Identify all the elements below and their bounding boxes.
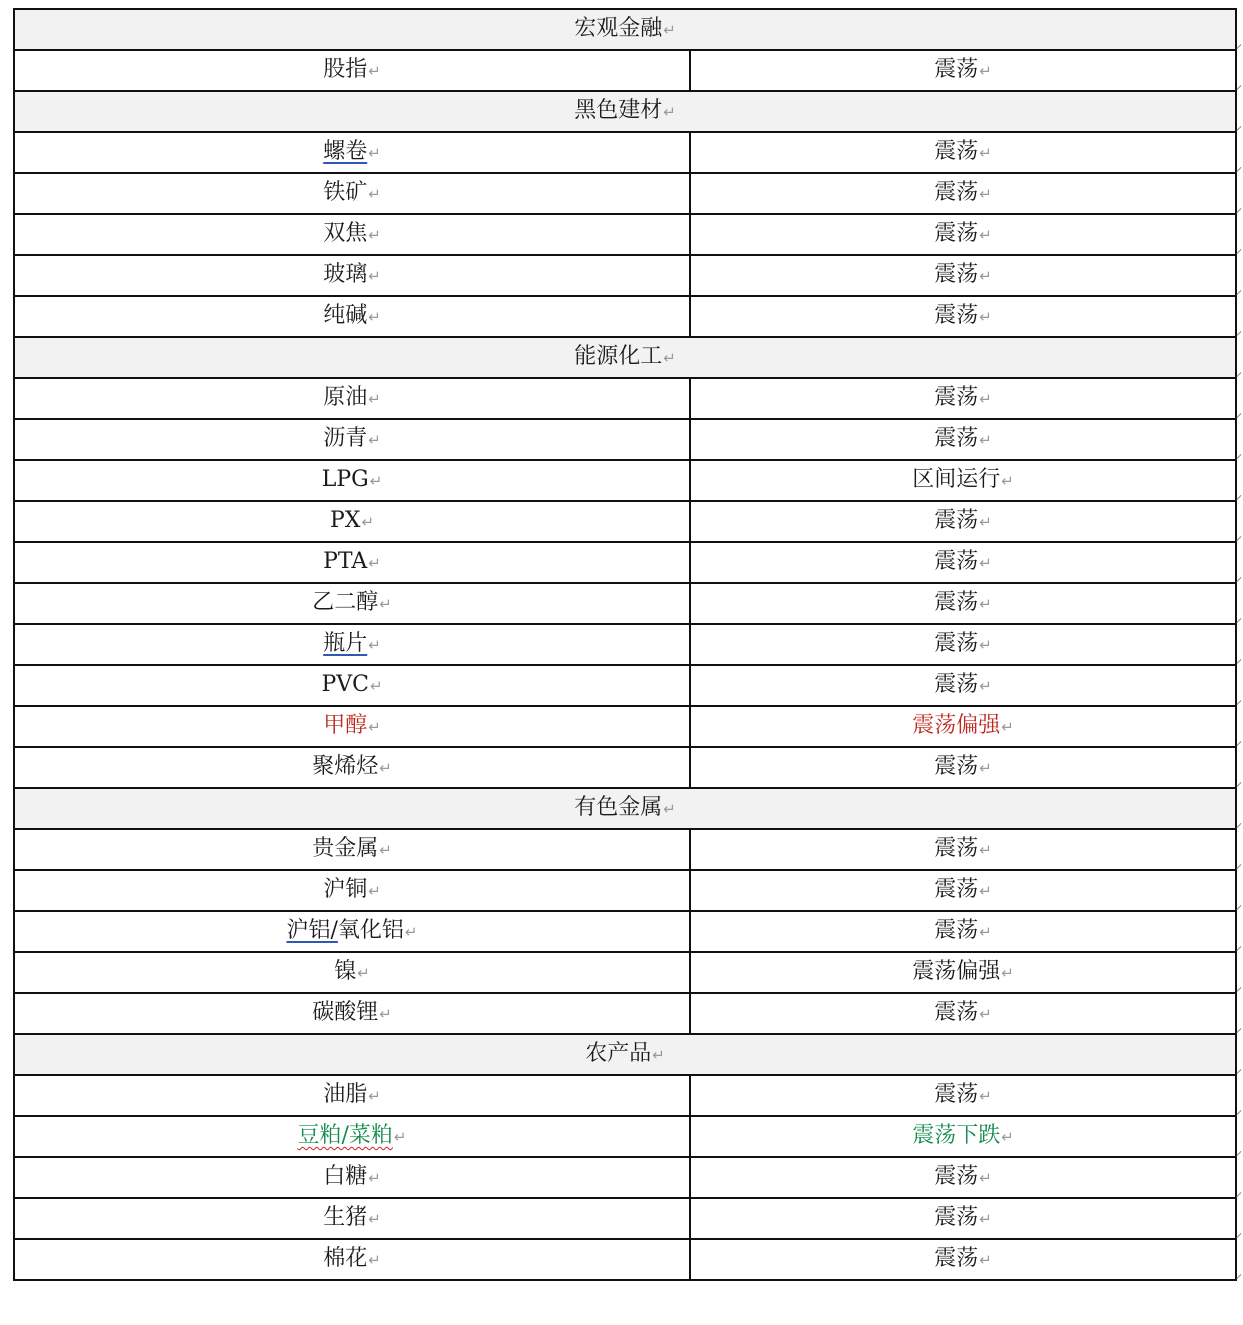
paragraph-mark-icon: ↵ xyxy=(979,841,992,859)
section-header-row xyxy=(14,91,1236,132)
outlook-status: 震荡 xyxy=(934,1082,979,1107)
commodity-cell xyxy=(14,829,690,870)
outlook-cell xyxy=(690,952,1236,993)
paragraph-mark-icon: ↵ xyxy=(1001,964,1014,982)
outlook-status: 震荡 xyxy=(934,590,979,615)
outlook-cell xyxy=(690,665,1236,706)
paragraph-mark-icon: ↵ xyxy=(1001,718,1014,736)
commodity-name: 铁矿 xyxy=(323,180,368,205)
paragraph-mark-icon: ↵ xyxy=(368,1169,381,1187)
section-header-row xyxy=(14,9,1236,50)
paragraph-mark-icon: ↵ xyxy=(979,595,992,613)
commodity-name: 聚烯烃 xyxy=(312,754,379,779)
paragraph-mark-icon: ↵ xyxy=(979,923,992,941)
paragraph-mark-icon: ↵ xyxy=(1001,472,1014,490)
section-title-cell xyxy=(14,91,1236,132)
outlook-status: 震荡 xyxy=(934,508,979,533)
table-row xyxy=(14,665,1236,706)
outlook-cell xyxy=(690,829,1236,870)
outlook-status: 震荡偏强 xyxy=(912,713,1001,738)
paragraph-mark-icon: ↵ xyxy=(404,923,418,941)
table-row xyxy=(14,173,1236,214)
commodity-cell xyxy=(14,419,690,460)
table-row xyxy=(14,542,1236,583)
outlook-cell xyxy=(690,255,1236,296)
paragraph-mark-icon: ↵ xyxy=(979,185,992,203)
table-row xyxy=(14,1157,1236,1198)
paragraph-mark-icon: ↵ xyxy=(368,718,381,736)
table-row xyxy=(14,870,1236,911)
commodity-name: 白糖 xyxy=(323,1164,368,1189)
commodity-cell xyxy=(14,665,690,706)
outlook-cell xyxy=(690,1075,1236,1116)
paragraph-mark-icon: ↵ xyxy=(379,595,392,613)
commodity-name: LPG xyxy=(321,467,369,492)
table-row xyxy=(14,214,1236,255)
table-row xyxy=(14,419,1236,460)
commodity-name: 双焦 xyxy=(323,221,368,246)
outlook-status: 震荡 xyxy=(934,1246,979,1271)
outlook-cell xyxy=(690,1198,1236,1239)
paragraph-mark-icon: ↵ xyxy=(368,226,381,244)
paragraph-mark-icon: ↵ xyxy=(979,1169,992,1187)
commodity-name: 沥青 xyxy=(323,426,368,451)
outlook-cell xyxy=(690,993,1236,1034)
table-row xyxy=(14,1239,1236,1280)
outlook-status: 震荡 xyxy=(934,836,979,861)
commodity-cell xyxy=(14,1116,690,1157)
paragraph-mark-icon: ↵ xyxy=(979,144,992,162)
paragraph-mark-icon: ↵ xyxy=(1001,1128,1014,1146)
table-row xyxy=(14,132,1236,173)
outlook-status: 震荡 xyxy=(934,57,979,82)
section-title-cell xyxy=(14,9,1236,50)
outlook-cell xyxy=(690,296,1236,337)
table-edge-markers xyxy=(1236,8,1243,1308)
paragraph-mark-icon: ↵ xyxy=(357,964,370,982)
table-row xyxy=(14,1198,1236,1239)
outlook-cell xyxy=(690,378,1236,419)
table-row xyxy=(14,50,1236,91)
paragraph-mark-icon: ↵ xyxy=(368,1251,381,1269)
outlook-cell xyxy=(690,911,1236,952)
table-row xyxy=(14,747,1236,788)
outlook-status: 震荡 xyxy=(934,1205,979,1230)
outlook-status: 震荡 xyxy=(934,426,979,451)
commodity-cell xyxy=(14,50,690,91)
paragraph-mark-icon: ↵ xyxy=(368,554,381,572)
commodity-name: 沪铝/氧化铝 xyxy=(286,918,404,943)
commodity-cell xyxy=(14,378,690,419)
paragraph-mark-icon: ↵ xyxy=(663,349,676,367)
commodity-cell xyxy=(14,993,690,1034)
outlook-cell xyxy=(690,542,1236,583)
paragraph-mark-icon: ↵ xyxy=(663,21,676,39)
paragraph-mark-icon: ↵ xyxy=(368,390,381,408)
section-title: 宏观金融 xyxy=(574,16,663,41)
paragraph-mark-icon: ↵ xyxy=(979,759,992,777)
commodity-cell xyxy=(14,1198,690,1239)
commodity-name: 螺卷 xyxy=(323,139,368,164)
paragraph-mark-icon: ↵ xyxy=(979,554,992,572)
table-row xyxy=(14,1116,1236,1157)
section-title-cell xyxy=(14,337,1236,378)
paragraph-mark-icon: ↵ xyxy=(979,1210,992,1228)
paragraph-mark-icon: ↵ xyxy=(368,144,381,162)
commodity-cell xyxy=(14,1157,690,1198)
table-row xyxy=(14,255,1236,296)
paragraph-mark-icon: ↵ xyxy=(369,472,383,490)
section-title-cell xyxy=(14,788,1236,829)
section-title: 有色金属 xyxy=(574,795,663,820)
commodity-name: 生猪 xyxy=(323,1205,368,1230)
paragraph-mark-icon: ↵ xyxy=(979,62,992,80)
paragraph-mark-icon: ↵ xyxy=(979,431,992,449)
commodity-name: 股指 xyxy=(323,57,368,82)
table-row xyxy=(14,583,1236,624)
paragraph-mark-icon: ↵ xyxy=(979,1251,992,1269)
outlook-status: 震荡 xyxy=(934,180,979,205)
paragraph-mark-icon: ↵ xyxy=(361,513,375,531)
commodity-name: 油脂 xyxy=(323,1082,368,1107)
commodity-name: 玻璃 xyxy=(323,262,368,287)
commodity-cell xyxy=(14,911,690,952)
paragraph-mark-icon: ↵ xyxy=(368,62,381,80)
commodity-cell xyxy=(14,255,690,296)
section-header-row xyxy=(14,337,1236,378)
commodity-name: 镍 xyxy=(334,959,357,984)
outlook-status: 震荡 xyxy=(934,303,979,328)
paragraph-mark-icon: ↵ xyxy=(979,677,992,695)
outlook-cell xyxy=(690,1157,1236,1198)
futures-outlook-table xyxy=(13,8,1237,1281)
outlook-cell xyxy=(690,173,1236,214)
commodity-name: 甲醇 xyxy=(323,713,368,738)
paragraph-mark-icon: ↵ xyxy=(368,308,381,326)
commodity-name: PVC xyxy=(321,672,369,697)
commodity-cell xyxy=(14,747,690,788)
paragraph-mark-icon: ↵ xyxy=(652,1046,665,1064)
paragraph-mark-icon: ↵ xyxy=(368,267,381,285)
paragraph-mark-icon: ↵ xyxy=(663,103,676,121)
outlook-status: 震荡 xyxy=(934,1000,979,1025)
section-title: 农产品 xyxy=(585,1041,652,1066)
commodity-name: 豆粕/菜粕 xyxy=(297,1123,393,1148)
outlook-status: 震荡 xyxy=(934,221,979,246)
commodity-cell xyxy=(14,173,690,214)
paragraph-mark-icon: ↵ xyxy=(979,1087,992,1105)
paragraph-mark-icon: ↵ xyxy=(393,1128,407,1146)
commodity-cell xyxy=(14,460,690,501)
table-row xyxy=(14,1075,1236,1116)
outlook-status: 震荡 xyxy=(934,1164,979,1189)
paragraph-mark-icon: ↵ xyxy=(663,800,676,818)
outlook-cell xyxy=(690,132,1236,173)
outlook-status: 震荡 xyxy=(934,877,979,902)
commodity-cell xyxy=(14,1239,690,1280)
commodity-cell xyxy=(14,952,690,993)
paragraph-mark-icon: ↵ xyxy=(979,636,992,654)
paragraph-mark-icon: ↵ xyxy=(368,882,381,900)
commodity-name: 棉花 xyxy=(323,1246,368,1271)
table-row xyxy=(14,296,1236,337)
outlook-status: 震荡下跌 xyxy=(912,1123,1001,1148)
commodity-name: 瓶片 xyxy=(323,631,368,656)
table-row xyxy=(14,952,1236,993)
table-row xyxy=(14,706,1236,747)
section-title: 黑色建材 xyxy=(574,98,663,123)
commodity-cell xyxy=(14,132,690,173)
outlook-cell xyxy=(690,1116,1236,1157)
table-body xyxy=(14,9,1236,1280)
paragraph-mark-icon: ↵ xyxy=(379,1005,392,1023)
outlook-cell xyxy=(690,624,1236,665)
commodity-cell xyxy=(14,624,690,665)
commodity-name: PX xyxy=(329,508,361,533)
outlook-status: 震荡 xyxy=(934,549,979,574)
outlook-cell xyxy=(690,501,1236,542)
table-row xyxy=(14,460,1236,501)
section-title: 能源化工 xyxy=(574,344,663,369)
table-row xyxy=(14,911,1236,952)
paragraph-mark-icon: ↵ xyxy=(379,759,392,777)
outlook-cell xyxy=(690,460,1236,501)
paragraph-mark-icon: ↵ xyxy=(979,513,992,531)
commodity-cell xyxy=(14,296,690,337)
paragraph-mark-icon: ↵ xyxy=(368,185,381,203)
section-header-row xyxy=(14,788,1236,829)
paragraph-mark-icon: ↵ xyxy=(979,882,992,900)
outlook-status: 震荡 xyxy=(934,918,979,943)
paragraph-mark-icon: ↵ xyxy=(979,308,992,326)
paragraph-mark-icon: ↵ xyxy=(368,431,381,449)
outlook-cell xyxy=(690,214,1236,255)
paragraph-mark-icon: ↵ xyxy=(979,390,992,408)
commodity-name: 碳酸锂 xyxy=(312,1000,379,1025)
paragraph-mark-icon: ↵ xyxy=(368,1087,381,1105)
section-title-cell xyxy=(14,1034,1236,1075)
paragraph-mark-icon: ↵ xyxy=(368,636,381,654)
paragraph-mark-icon: ↵ xyxy=(979,267,992,285)
table-row xyxy=(14,378,1236,419)
outlook-cell xyxy=(690,419,1236,460)
commodity-name: PTA xyxy=(323,549,368,574)
paragraph-mark-icon: ↵ xyxy=(379,841,392,859)
commodity-name: 纯碱 xyxy=(323,303,368,328)
outlook-status: 震荡 xyxy=(934,385,979,410)
outlook-status: 震荡 xyxy=(934,139,979,164)
commodity-cell xyxy=(14,583,690,624)
commodity-name: 乙二醇 xyxy=(312,590,379,615)
commodity-cell xyxy=(14,501,690,542)
table-row xyxy=(14,829,1236,870)
commodity-name: 沪铜 xyxy=(323,877,368,902)
outlook-cell xyxy=(690,870,1236,911)
outlook-cell xyxy=(690,1239,1236,1280)
table-row xyxy=(14,624,1236,665)
table-row xyxy=(14,501,1236,542)
paragraph-mark-icon: ↵ xyxy=(979,226,992,244)
outlook-status: 区间运行 xyxy=(912,467,1001,492)
commodity-cell xyxy=(14,214,690,255)
outlook-cell xyxy=(690,747,1236,788)
paragraph-mark-icon: ↵ xyxy=(368,1210,381,1228)
table-row xyxy=(14,993,1236,1034)
outlook-status: 震荡 xyxy=(934,631,979,656)
commodity-cell xyxy=(14,542,690,583)
commodity-name: 贵金属 xyxy=(312,836,379,861)
outlook-status: 震荡 xyxy=(934,262,979,287)
section-header-row xyxy=(14,1034,1236,1075)
commodity-name: 原油 xyxy=(323,385,368,410)
outlook-cell xyxy=(690,706,1236,747)
commodity-cell xyxy=(14,706,690,747)
outlook-status: 震荡 xyxy=(934,672,979,697)
commodity-cell xyxy=(14,870,690,911)
commodity-cell xyxy=(14,1075,690,1116)
outlook-cell xyxy=(690,583,1236,624)
outlook-cell xyxy=(690,50,1236,91)
paragraph-mark-icon: ↵ xyxy=(369,677,383,695)
outlook-status: 震荡 xyxy=(934,754,979,779)
paragraph-mark-icon: ↵ xyxy=(979,1005,992,1023)
outlook-status: 震荡偏强 xyxy=(912,959,1001,984)
